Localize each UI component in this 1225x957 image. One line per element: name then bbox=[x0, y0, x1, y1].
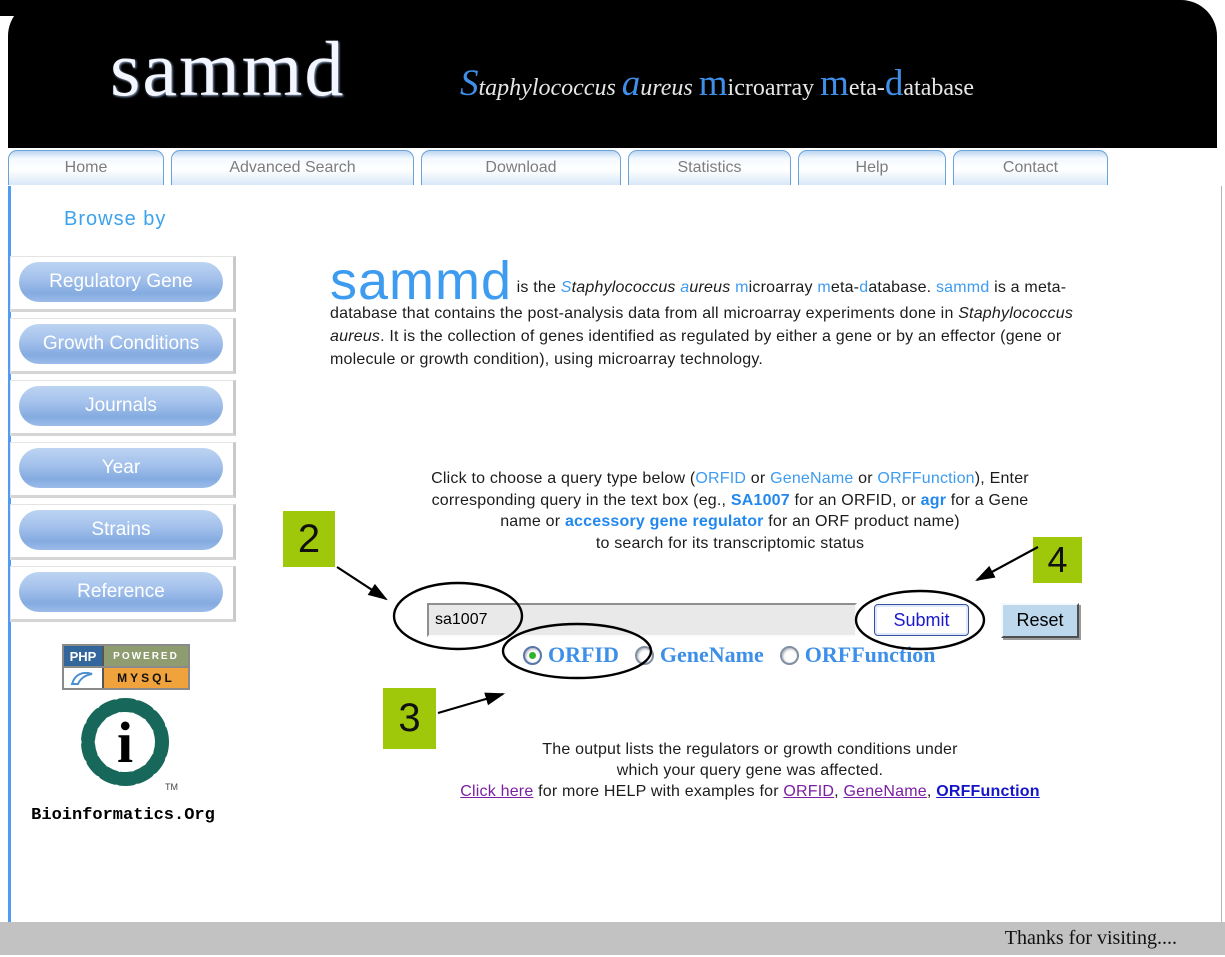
footer-bar: Thanks for visiting.... bbox=[0, 922, 1225, 955]
sidebar-item-strains[interactable]: Strains bbox=[19, 510, 223, 550]
sidebar-cell bbox=[10, 566, 236, 622]
sidebar-cell bbox=[10, 318, 236, 374]
annotation-arrow-3 bbox=[438, 694, 503, 713]
tab-advanced-search[interactable]: Advanced Search bbox=[171, 150, 414, 185]
powered-label: POWERED bbox=[102, 646, 188, 666]
tab-download[interactable]: Download bbox=[421, 150, 621, 185]
sidebar-cell bbox=[10, 380, 236, 436]
intro-paragraph: sammd is the Staphylococcus aureus microarray meta-database. sammd is a meta-database that contains the post-analysis data from all microarray experiments done in Staphylococcus aureus. It is the collection of genes identified as regulated by either a gene or by an effector (gene or molecule or growth condition), using microarray technology. bbox=[330, 251, 1074, 368]
query-input[interactable] bbox=[427, 603, 857, 637]
page-right-border bbox=[1221, 186, 1222, 922]
tab-bar bbox=[8, 150, 1108, 185]
sidebar-item-growth-conditions[interactable]: Growth Conditions bbox=[19, 324, 223, 364]
tab-contact[interactable]: Contact bbox=[953, 150, 1108, 185]
bioinformatics-knot-logo-icon[interactable] bbox=[70, 690, 180, 802]
browse-by-heading: Browse by bbox=[64, 208, 167, 230]
php-powered-row bbox=[64, 646, 188, 666]
radio-orffunction[interactable] bbox=[780, 646, 799, 665]
query-type-radio-group bbox=[523, 640, 952, 670]
submit-button[interactable]: Submit bbox=[874, 604, 969, 636]
php-mysql-badge[interactable] bbox=[62, 644, 190, 690]
tab-help[interactable]: Help bbox=[798, 150, 946, 185]
site-logo: sammd bbox=[110, 25, 346, 112]
radio-orfid-label[interactable]: ORFID bbox=[548, 642, 619, 667]
tm-mark: TM bbox=[165, 782, 178, 792]
mysql-row bbox=[64, 666, 188, 688]
php-label: PHP bbox=[64, 646, 102, 666]
mysql-label: MYSQL bbox=[102, 668, 188, 688]
sidebar-item-year[interactable]: Year bbox=[19, 448, 223, 488]
callout-3-box: 3 bbox=[383, 688, 436, 749]
tab-home[interactable]: Home bbox=[8, 150, 164, 185]
header-banner bbox=[8, 0, 1217, 148]
sidebar bbox=[10, 256, 236, 628]
site-subtitle: Staphylococcus aureus microarray meta-database bbox=[460, 63, 975, 104]
query-instructions: Click to choose a query type below (ORFID or GeneName or ORFFunction), Enter corresponding query in the text box (eg., SA1007 for an ORFID, or agr for a Gene name or accessory gene regulator for an ORF product name) to search for its transcriptomic status bbox=[431, 470, 1029, 552]
reset-button[interactable]: Reset bbox=[1001, 603, 1079, 638]
sidebar-item-reference[interactable]: Reference bbox=[19, 572, 223, 612]
radio-genename-label[interactable]: GeneName bbox=[659, 642, 764, 667]
sidebar-cell bbox=[10, 256, 236, 312]
mysql-dolphin-icon bbox=[64, 668, 102, 688]
annotation-arrow-2 bbox=[337, 567, 386, 599]
sidebar-item-regulatory-gene[interactable]: Regulatory Gene bbox=[19, 262, 223, 302]
radio-genename[interactable] bbox=[635, 646, 654, 665]
logo-i-glyph: i bbox=[116, 710, 134, 775]
callout-2-box: 2 bbox=[283, 511, 335, 567]
callout-4-box: 4 bbox=[1033, 537, 1082, 583]
radio-orffunction-label[interactable]: ORFFunction bbox=[804, 642, 936, 667]
radio-orfid[interactable] bbox=[523, 646, 542, 665]
sidebar-cell bbox=[10, 504, 236, 560]
tab-statistics[interactable]: Statistics bbox=[628, 150, 791, 185]
bioinformatics-org-label[interactable]: Bioinformatics.Org bbox=[31, 806, 215, 825]
sidebar-cell bbox=[10, 442, 236, 498]
sidebar-item-journals[interactable]: Journals bbox=[19, 386, 223, 426]
output-help-text: The output lists the regulators or growth conditions under which your query gene was affected. Click here for more HELP with examples for ORFID, GeneName, ORFFunction bbox=[460, 741, 1040, 800]
